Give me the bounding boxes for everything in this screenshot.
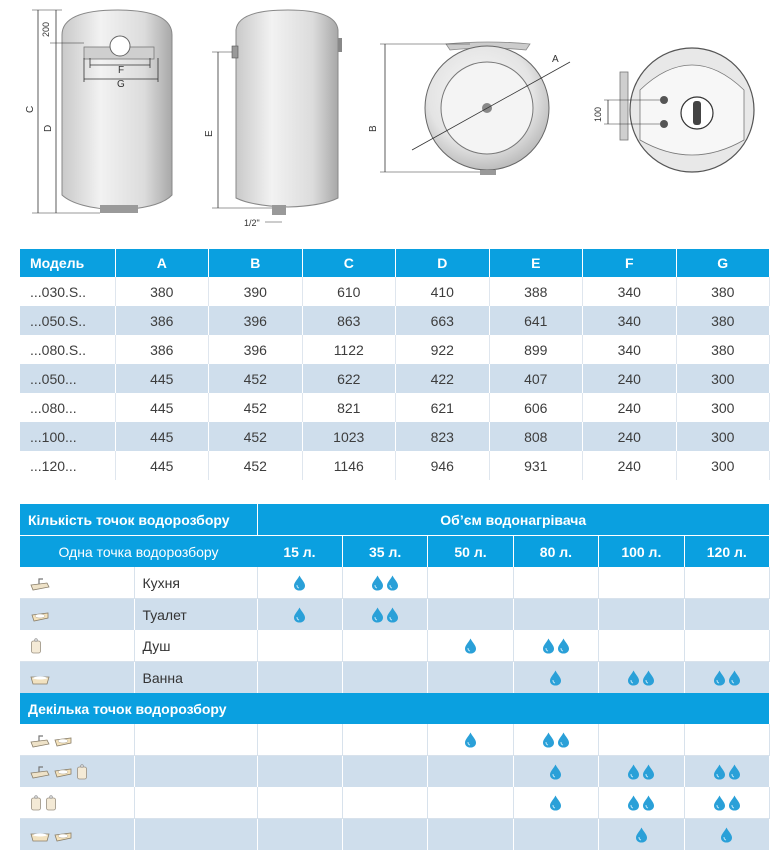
dimension-cell: 240 [583,393,677,422]
dimension-cell: 606 [489,393,583,422]
volume-cell [513,756,598,788]
volume-cell [599,724,684,756]
dimension-cell: 621 [396,393,490,422]
water-drop-icon [642,764,655,780]
model-cell: ...080... [20,393,115,422]
kitchen-sink-icon [30,577,50,591]
dimension-cell: 407 [489,364,583,393]
vol-80: 80 л. [513,536,598,568]
washbasin-icon [53,765,73,779]
volume-cell [684,630,769,662]
volume-cell [257,724,342,756]
fixture-icons-cell [20,662,134,694]
dimension-cell: 340 [583,306,677,335]
volume-cell [428,787,513,819]
water-drop-icon [728,764,741,780]
bottom-view-drawing [593,48,754,172]
volume-cell [513,724,598,756]
model-cell: ...080.S.. [20,335,115,364]
water-drop-icon [371,607,384,623]
dimension-cell: 422 [396,364,490,393]
water-drop-icon [713,764,726,780]
dim-100-label: 100 [593,106,603,122]
shower-icon [45,795,57,811]
dimension-cell: 922 [396,335,490,364]
col-g: G [676,249,770,277]
volume-subheader-row [20,536,770,568]
table-row [20,599,770,631]
vol-100: 100 л. [599,536,684,568]
fixture-icons-cell [20,787,134,819]
dimension-cell: 808 [489,422,583,451]
dimension-cell: 452 [209,364,303,393]
dimension-cell: 1146 [302,451,396,480]
volume-cell [257,819,342,851]
table-row [20,422,770,451]
technical-drawings [0,0,779,240]
volume-cell [599,756,684,788]
volume-cell [428,724,513,756]
dimension-cell: 899 [489,335,583,364]
dimension-cell: 300 [676,364,770,393]
volume-cell [342,724,427,756]
fixture-label [134,819,257,851]
dimension-cell: 300 [676,451,770,480]
fixture-label: Душ [134,630,257,662]
table-row [20,277,770,306]
dimension-cell: 452 [209,451,303,480]
front-view-drawing [25,10,172,213]
fixture-label: Туалет [134,599,257,631]
volume-cell [428,599,513,631]
vol-50: 50 л. [428,536,513,568]
dimension-cell: 622 [302,364,396,393]
shower-icon [76,764,88,780]
model-cell: ...050.S.. [20,306,115,335]
volume-cell [428,630,513,662]
col-c: C [302,249,396,277]
volume-cell [684,599,769,631]
model-cell: ...120... [20,451,115,480]
volume-cell [599,662,684,694]
side-view-drawing [204,10,342,228]
water-drop-icon [642,795,655,811]
volume-cell [684,724,769,756]
water-drop-icon [464,732,477,748]
dimension-cell: 386 [115,335,209,364]
water-drop-icon [464,638,477,654]
dimension-cell: 300 [676,422,770,451]
water-drop-icon [627,670,640,686]
dimension-cell: 380 [676,306,770,335]
dimension-cell: 663 [396,306,490,335]
table-row [20,787,770,819]
volume-cell [428,756,513,788]
multi-point-header-row [20,693,770,724]
dimension-cell: 386 [115,306,209,335]
fixture-icons-cell [20,599,134,631]
washbasin-icon [53,734,73,748]
table-row [20,451,770,480]
volume-cell [342,630,427,662]
volume-cell [599,787,684,819]
water-drop-icon [386,607,399,623]
water-drop-icon [371,575,384,591]
volume-cell [599,630,684,662]
table-row [20,335,770,364]
water-drop-icon [713,670,726,686]
water-drop-icon [549,795,562,811]
dim-b-label: B [368,125,379,132]
water-drop-icon [293,607,306,623]
top-view-drawing [368,42,570,175]
volume-cell [257,567,342,599]
dimension-cell: 396 [209,306,303,335]
kitchen-sink-icon [30,765,50,779]
points-header: Кількість точок водорозбору [20,504,257,536]
fixture-icons-cell [20,819,134,851]
dimension-cell: 863 [302,306,396,335]
model-cell: ...030.S.. [20,277,115,306]
water-drop-icon [728,795,741,811]
bathtub-icon [30,672,50,686]
dimension-cell: 821 [302,393,396,422]
fixture-icons-cell [20,630,134,662]
table-row [20,567,770,599]
col-b: B [209,249,303,277]
water-drop-icon [549,670,562,686]
volume-cell [257,630,342,662]
washbasin-icon [30,609,50,623]
dimension-cell: 300 [676,393,770,422]
volume-cell [684,756,769,788]
fixture-icons-cell [20,724,134,756]
water-drop-icon [557,638,570,654]
volume-cell [342,819,427,851]
dimension-cell: 410 [396,277,490,306]
vol-15: 15 л. [257,536,342,568]
volume-cell [428,819,513,851]
water-drop-icon [627,795,640,811]
dimension-cell: 388 [489,277,583,306]
dimension-cell: 445 [115,393,209,422]
water-drop-icon [713,795,726,811]
col-f: F [583,249,677,277]
multi-point-header: Декілька точок водорозбору [20,693,770,724]
dimension-cell: 240 [583,364,677,393]
dimension-cell: 380 [676,335,770,364]
dimension-cell: 452 [209,393,303,422]
dimension-cell: 1122 [302,335,396,364]
fixture-icons-cell [20,756,134,788]
table-row [20,630,770,662]
dimension-cell: 340 [583,335,677,364]
volume-cell [342,787,427,819]
dimension-cell: 390 [209,277,303,306]
dim-d-label: D [43,124,54,132]
volume-cell [513,819,598,851]
dimension-cell: 240 [583,422,677,451]
dimension-cell: 445 [115,451,209,480]
dimension-cell: 380 [115,277,209,306]
volume-cell [599,567,684,599]
table-row [20,724,770,756]
dimension-cell: 1023 [302,422,396,451]
volume-cell [513,567,598,599]
water-drop-icon [386,575,399,591]
volume-cell [342,567,427,599]
volume-cell [684,819,769,851]
water-drop-icon [728,670,741,686]
dimension-cell: 452 [209,422,303,451]
dimension-cell: 340 [583,277,677,306]
table-row [20,364,770,393]
table-row [20,756,770,788]
fixture-label: Кухня [134,567,257,599]
volume-cell [599,819,684,851]
bathtub-icon [30,829,50,843]
volume-cell [428,662,513,694]
volume-cell [257,756,342,788]
volume-cell [342,662,427,694]
shower-icon [30,638,42,654]
model-cell: ...100... [20,422,115,451]
dim-g-label: G [117,79,125,90]
dimension-cell: 445 [115,364,209,393]
model-cell: ...050... [20,364,115,393]
volume-cell [599,599,684,631]
dim-f-label: F [118,65,125,76]
volume-cell [513,599,598,631]
fixture-label: Ванна [134,662,257,694]
col-a: A [115,249,209,277]
col-e: E [489,249,583,277]
fixture-label [134,756,257,788]
washbasin-icon [53,829,73,843]
kitchen-sink-icon [30,734,50,748]
volume-cell [684,787,769,819]
vol-35: 35 л. [342,536,427,568]
shower-icon [30,795,42,811]
volume-cell [513,662,598,694]
water-drop-icon [627,764,640,780]
table-row [20,393,770,422]
fixture-label [134,787,257,819]
volume-cell [257,662,342,694]
table-row [20,306,770,335]
dimensions-header-row [20,249,770,277]
volume-table [20,504,770,850]
dim-200-label: 200 [41,21,51,37]
dimension-cell: 931 [489,451,583,480]
volume-cell [342,756,427,788]
dim-a-label: A [552,54,559,65]
water-drop-icon [542,638,555,654]
volume-header: Об’єм водонагрівача [257,504,770,536]
water-drop-icon [557,732,570,748]
dim-e-label: E [204,130,215,137]
col-model: Модель [20,249,115,277]
water-drop-icon [720,827,733,843]
dimension-cell: 396 [209,335,303,364]
dimensions-table [20,249,770,480]
water-drop-icon [642,670,655,686]
table-row [20,662,770,694]
dimension-cell: 380 [676,277,770,306]
dimension-cell: 240 [583,451,677,480]
volume-cell [257,787,342,819]
volume-cell [257,599,342,631]
water-drop-icon [293,575,306,591]
dim-half-inch-label: 1/2" [244,218,260,228]
water-drop-icon [549,764,562,780]
vol-120: 120 л. [684,536,769,568]
fixture-label [134,724,257,756]
table-row [20,819,770,851]
volume-cell [684,567,769,599]
volume-cell [513,787,598,819]
single-point-header: Одна точка водорозбору [20,536,257,568]
volume-cell [684,662,769,694]
dimension-cell: 610 [302,277,396,306]
volume-cell [342,599,427,631]
water-drop-icon [635,827,648,843]
volume-header-row [20,504,770,536]
col-d: D [396,249,490,277]
fixture-icons-cell [20,567,134,599]
dim-c-label: C [25,105,36,113]
dimension-cell: 641 [489,306,583,335]
volume-cell [513,630,598,662]
dimension-cell: 946 [396,451,490,480]
dimension-cell: 823 [396,422,490,451]
dimension-cell: 445 [115,422,209,451]
volume-cell [428,567,513,599]
water-drop-icon [542,732,555,748]
